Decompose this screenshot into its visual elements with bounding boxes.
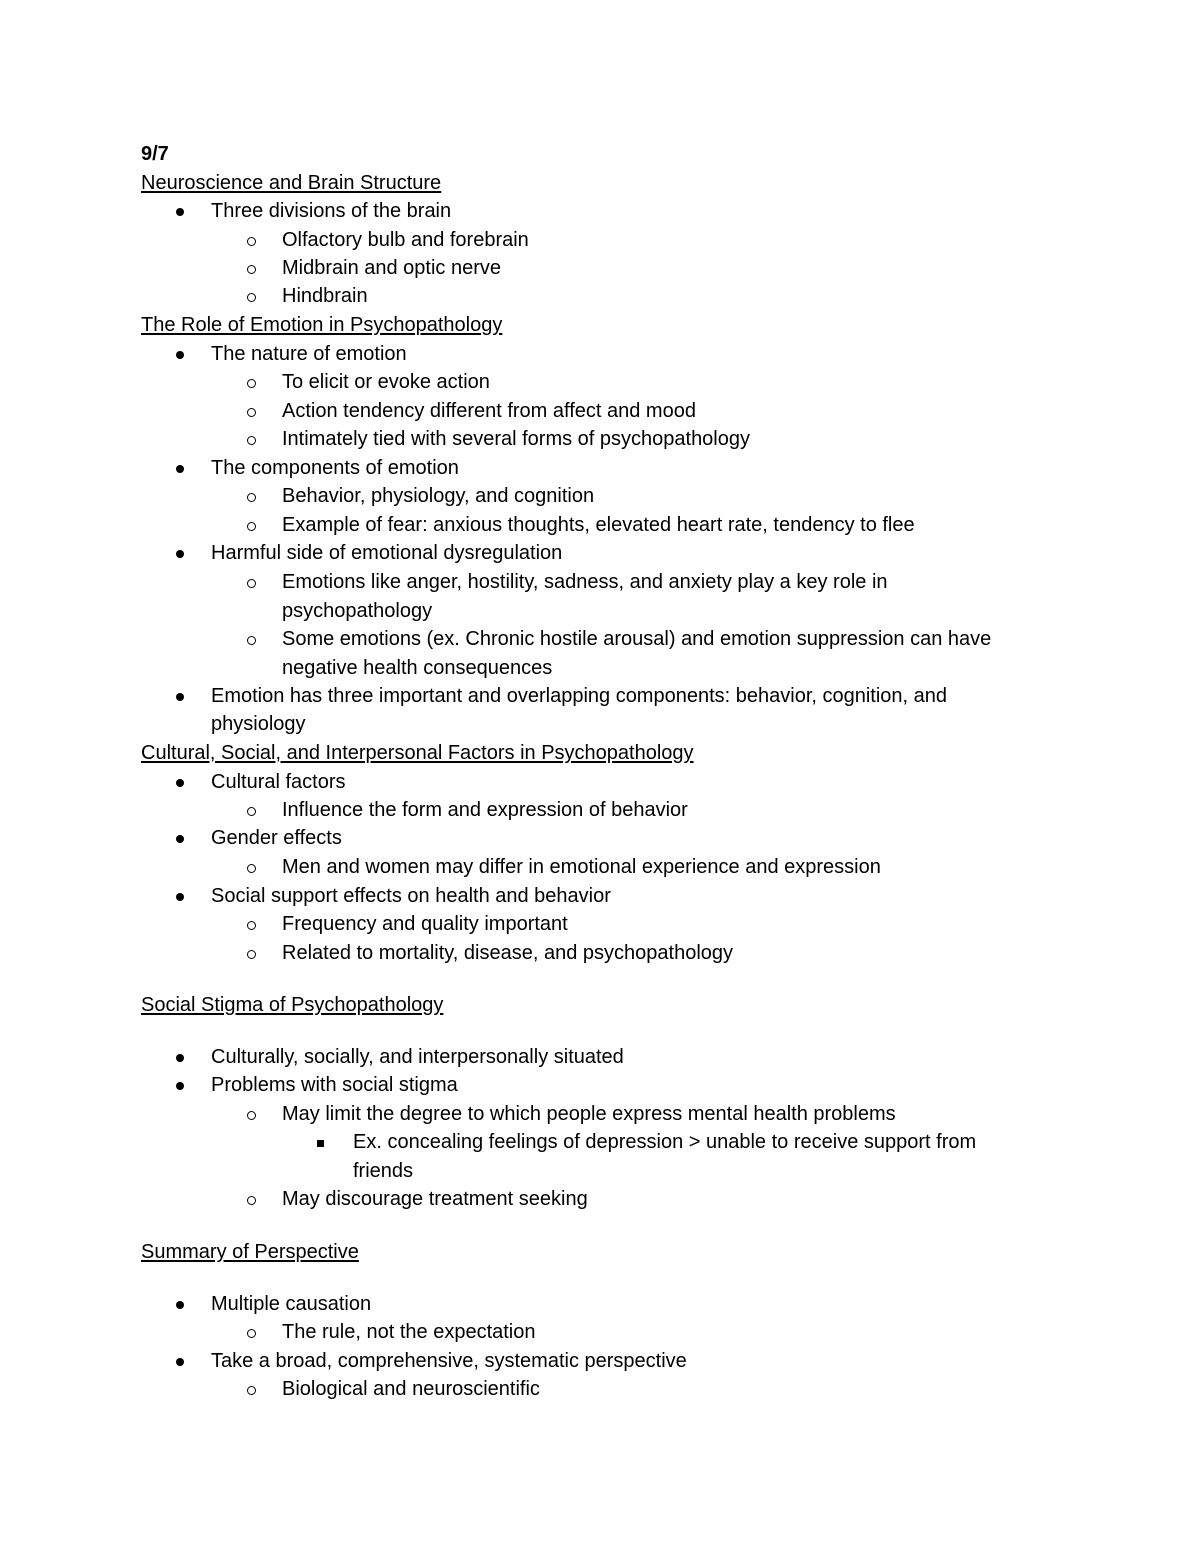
list-item: Action tendency different from affect and mood — [282, 400, 696, 422]
list-item: Multiple causation — [211, 1293, 372, 1315]
list-item: Social support effects on health and behavior — [211, 885, 611, 907]
list-item: Hindbrain — [282, 285, 368, 307]
list-item: Ex. concealing feelings of depression > unable to receive support from — [353, 1131, 977, 1153]
list-item-continuation: physiology — [211, 713, 306, 735]
list-item: Midbrain and optic nerve — [282, 257, 502, 279]
bullet-icon — [176, 1290, 184, 1318]
list-item-continuation: psychopathology — [282, 600, 433, 622]
list-item: The nature of emotion — [211, 343, 407, 365]
circle-bullet-icon — [247, 282, 256, 310]
bullet-icon — [176, 824, 184, 852]
list-item: Example of fear: anxious thoughts, elevated heart rate, tendency to flee — [282, 514, 915, 536]
list-item: Intimately tied with several forms of psychopathology — [282, 428, 750, 450]
list-item: May discourage treatment seeking — [282, 1188, 588, 1210]
list-item-continuation: negative health consequences — [282, 657, 553, 679]
circle-bullet-icon — [247, 226, 256, 254]
list-item: Cultural factors — [211, 771, 346, 793]
list-item: Harmful side of emotional dysregulation — [211, 542, 563, 564]
circle-bullet-icon — [247, 397, 256, 425]
list-item: The rule, not the expectation — [282, 1321, 536, 1343]
circle-bullet-icon — [247, 511, 256, 539]
date-heading: 9/7 — [141, 143, 169, 165]
list-item: Problems with social stigma — [211, 1074, 458, 1096]
list-item: Some emotions (ex. Chronic hostile arousal) and emotion suppression can have — [282, 628, 992, 650]
list-item: To elicit or evoke action — [282, 371, 490, 393]
list-item: Gender effects — [211, 827, 342, 849]
list-item: Olfactory bulb and forebrain — [282, 229, 529, 251]
section-title-emotion: The Role of Emotion in Psychopathology — [141, 314, 503, 336]
circle-bullet-icon — [247, 425, 256, 453]
list-item: Take a broad, comprehensive, systematic perspective — [211, 1350, 687, 1372]
list-item: Culturally, socially, and interpersonally situated — [211, 1046, 624, 1068]
circle-bullet-icon — [247, 910, 256, 938]
bullet-icon — [176, 1347, 184, 1375]
bullet-icon — [176, 882, 184, 910]
list-item: The components of emotion — [211, 457, 459, 479]
circle-bullet-icon — [247, 939, 256, 967]
bullet-icon — [176, 768, 184, 796]
bullet-icon — [176, 539, 184, 567]
circle-bullet-icon — [247, 482, 256, 510]
list-item: Biological and neuroscientific — [282, 1378, 540, 1400]
list-item: Related to mortality, disease, and psychopathology — [282, 942, 734, 964]
section-title-summary: Summary of Perspective — [141, 1241, 359, 1263]
bullet-icon — [176, 454, 184, 482]
section-title-neuroscience: Neuroscience and Brain Structure — [141, 172, 442, 194]
square-bullet-icon — [317, 1128, 324, 1156]
list-item: Frequency and quality important — [282, 913, 568, 935]
list-item: Behavior, physiology, and cognition — [282, 485, 595, 507]
section-title-stigma: Social Stigma of Psychopathology — [141, 994, 444, 1016]
circle-bullet-icon — [247, 1375, 256, 1403]
bullet-icon — [176, 197, 184, 225]
list-item: May limit the degree to which people express mental health problems — [282, 1103, 896, 1125]
bullet-icon — [176, 682, 184, 710]
circle-bullet-icon — [247, 1318, 256, 1346]
list-item: Emotions like anger, hostility, sadness, and anxiety play a key role in — [282, 571, 888, 593]
circle-bullet-icon — [247, 1185, 256, 1213]
list-item: Influence the form and expression of behavior — [282, 799, 688, 821]
bullet-icon — [176, 1043, 184, 1071]
section-title-cultural: Cultural, Social, and Interpersonal Factors in Psychopathology — [141, 742, 694, 764]
list-item-continuation: friends — [353, 1160, 414, 1182]
circle-bullet-icon — [247, 796, 256, 824]
circle-bullet-icon — [247, 568, 256, 596]
bullet-icon — [176, 1071, 184, 1099]
circle-bullet-icon — [247, 853, 256, 881]
list-item: Men and women may differ in emotional experience and expression — [282, 856, 881, 878]
circle-bullet-icon — [247, 625, 256, 653]
list-item: Three divisions of the brain — [211, 200, 452, 222]
circle-bullet-icon — [247, 254, 256, 282]
bullet-icon — [176, 340, 184, 368]
circle-bullet-icon — [247, 1100, 256, 1128]
circle-bullet-icon — [247, 368, 256, 396]
list-item: Emotion has three important and overlapping components: behavior, cognition, and — [211, 685, 948, 707]
